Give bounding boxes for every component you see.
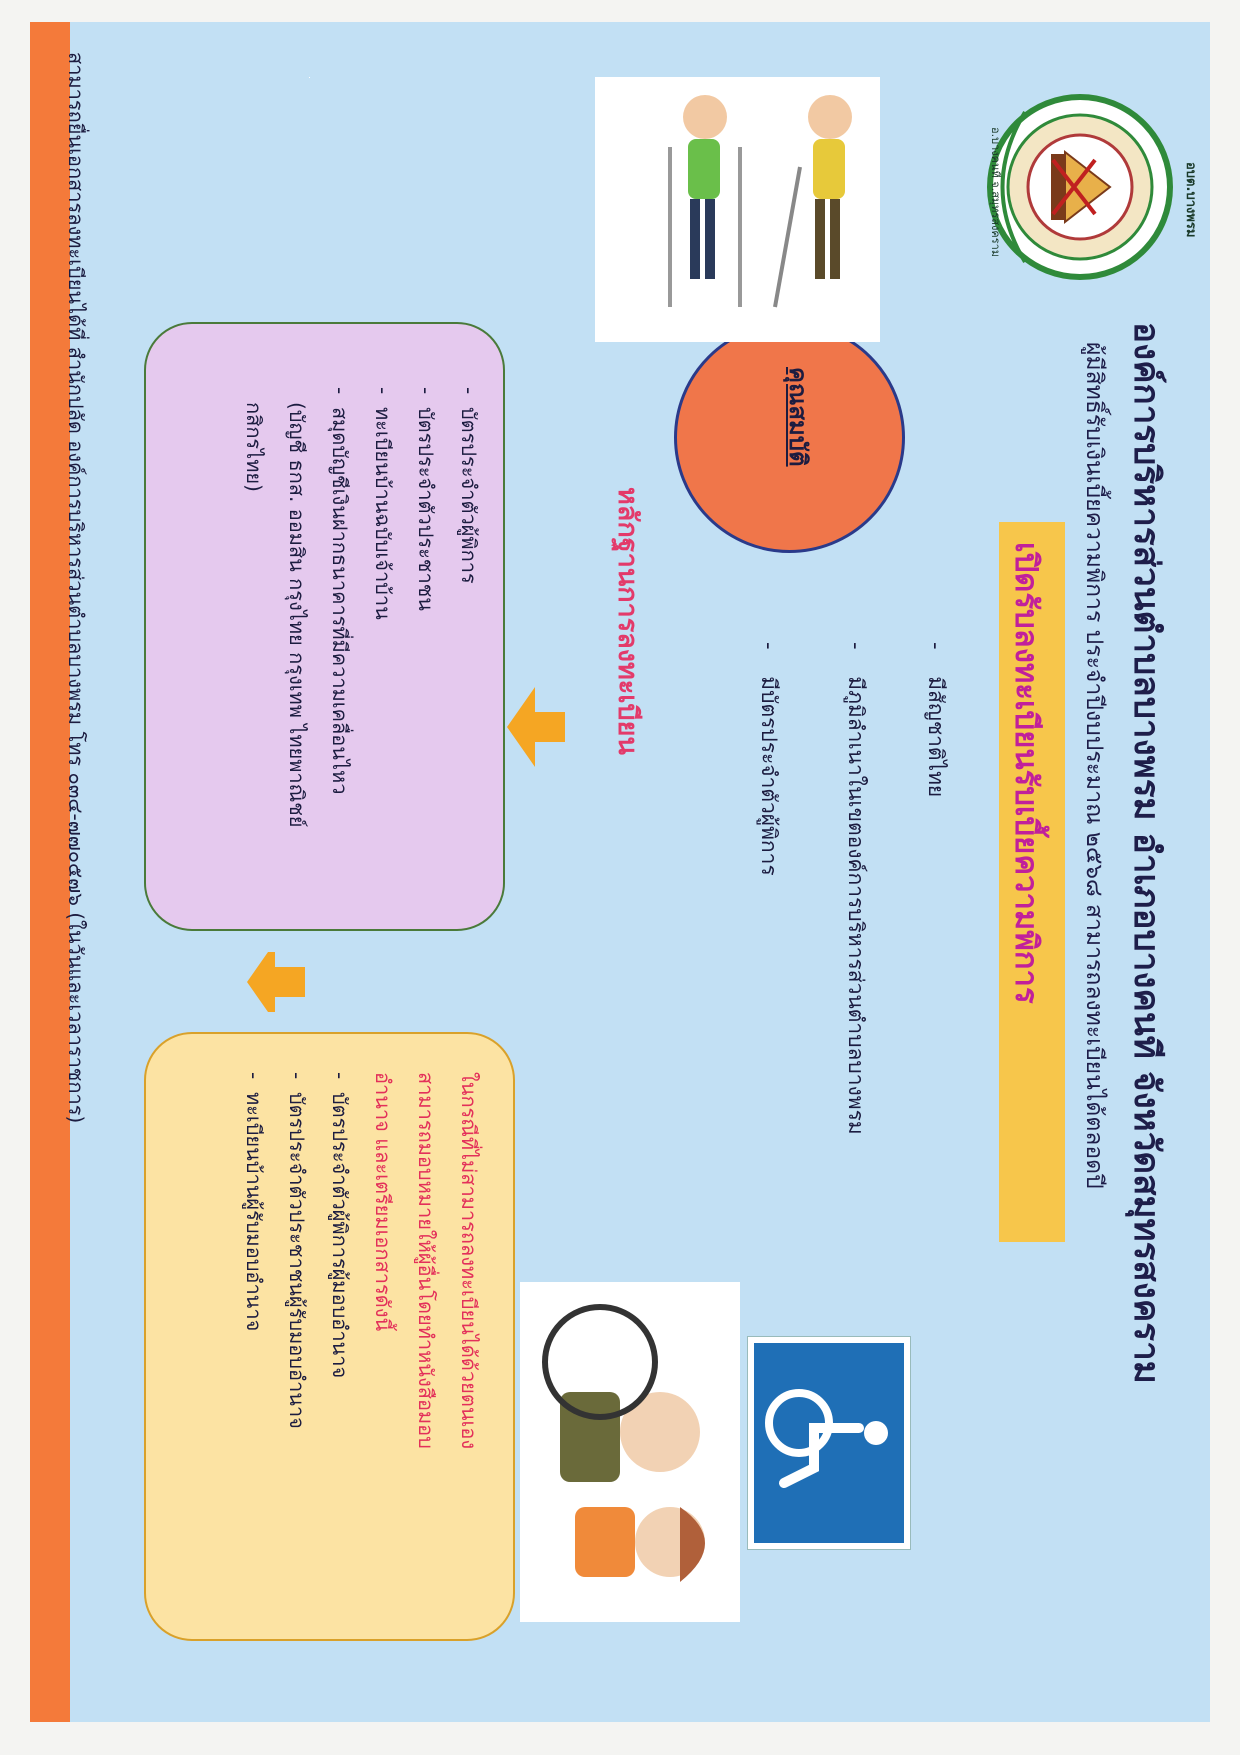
document-item: - ทะเบียนบ้านฉบับเจ้าบ้าน (371, 387, 395, 620)
documents-title: หลักฐานการลงทะเบียน (612, 487, 643, 755)
page-title: องค์การบริหารส่วนตำบลบางพรม อำเภอบางคนที จังหวัดสมุทรสงคราม (1126, 322, 1166, 1384)
document-item: - สมุดบัญชีเงินฝากธนาคารที่มีความเคลื่อนไหว (328, 387, 352, 795)
registration-banner (999, 522, 1065, 1242)
arrow-right-icon (230, 952, 320, 1012)
document-item: - บัตรประจำตัวประชาชน (414, 387, 438, 611)
logo-ring-bottom: อ.บางคนที จ.สมุทรสงคราม (989, 127, 1002, 258)
qualifications-title: คุณสมบัติ (784, 367, 812, 467)
page-subtitle: ผู้มีสิทธิ์รับเงินเบี้ยความพิการ ประจำปีงบประมาณ ๒๕๖๘ สามารถลงทะเบียนได้ตลอดปี (1081, 342, 1107, 1189)
people-with-disabilities-illustration (595, 77, 880, 342)
proxy-item: - บัตรประจำตัวผู้พิการผู้มอบอำนาจ (328, 1072, 352, 1379)
document-text: ทะเบียนบ้านฉบับเจ้าบ้าน (371, 406, 395, 620)
seal-emblem-icon (985, 92, 1175, 282)
document-note: (บัญชี ธกส. ออมสิน กรุงไทย กรุงเทพ ไทยพาณิชย์ (285, 402, 309, 828)
proxy-text: ทะเบียนบ้านผู้รับมอบอำนาจ (242, 1091, 266, 1332)
caregiver-illustration (520, 1282, 740, 1622)
qualification-item: - มีบัตรประจำตัวผู้พิการ (757, 642, 781, 876)
proxy-note-line: ในกรณีที่ไม่สามารถลงทะเบียนได้ด้วยตนเอง (457, 1072, 481, 1450)
spacer (309, 77, 310, 78)
poster-content (30, 22, 1210, 1722)
qualification-text: มีบัตรประจำตัวผู้พิการ (757, 676, 781, 876)
document-text: บัตรประจำตัวผู้พิการ (457, 406, 481, 584)
banner-text: เปิดรับลงทะเบียนรับเบี้ยความพิการ (1008, 542, 1044, 1004)
qualification-item: - มีสัญชาติไทย (924, 642, 948, 798)
document-text: สมุดบัญชีเงินฝากธนาคารที่มีความเคลื่อนไหว (328, 406, 352, 795)
proxy-note-line: อำนาจ และเตรียมเอกสารดังนี้ (371, 1072, 395, 1332)
proxy-item: - ทะเบียนบ้านผู้รับมอบอำนาจ (242, 1072, 266, 1332)
document-note: กสิกรไทย) (242, 402, 266, 492)
qualification-item: - มีภูมิลำเนาในเขตองค์การบริหารส่วนตำบลบางพรม (844, 642, 868, 1135)
people-with-disabilities-icon (595, 77, 880, 342)
caregiver-icon (520, 1282, 740, 1622)
logo-ring-top: อบต.บางพรม (1183, 162, 1198, 238)
qualification-text: มีสัญชาติไทย (924, 676, 948, 798)
document-item: - บัตรประจำตัวผู้พิการ (457, 387, 481, 584)
document-text: บัตรประจำตัวประชาชน (414, 406, 438, 611)
spacer (879, 77, 880, 78)
qualification-text: มีภูมิลำเนาในเขตองค์การบริหารส่วนตำบลบางพรม (844, 676, 868, 1135)
proxy-item: - บัตรประจำตัวประชาชนผู้รับมอบอำนาจ (285, 1072, 309, 1429)
wheelchair-sign (748, 1337, 910, 1549)
proxy-note-line: สามารถมอบหมายให้ผู้อื่นโดยทำหนังสือมอบ (414, 1072, 438, 1449)
wheelchair-icon (754, 1343, 904, 1543)
proxy-text: บัตรประจำตัวผู้พิการผู้มอบอำนาจ (328, 1091, 352, 1379)
footer-text: สามารถยื่นเอกสารลงทะเบียนได้ที่ สำนักปลัด องค์การบริหารส่วนตำบลบางพรม โทร ๐๓๔-๗๗๐๕๗๖ (ในวันและเวลาราชการ) (64, 52, 88, 1124)
proxy-text: บัตรประจำตัวประชาชนผู้รับมอบอำนาจ (285, 1091, 309, 1429)
arrow-down-icon (505, 682, 565, 772)
